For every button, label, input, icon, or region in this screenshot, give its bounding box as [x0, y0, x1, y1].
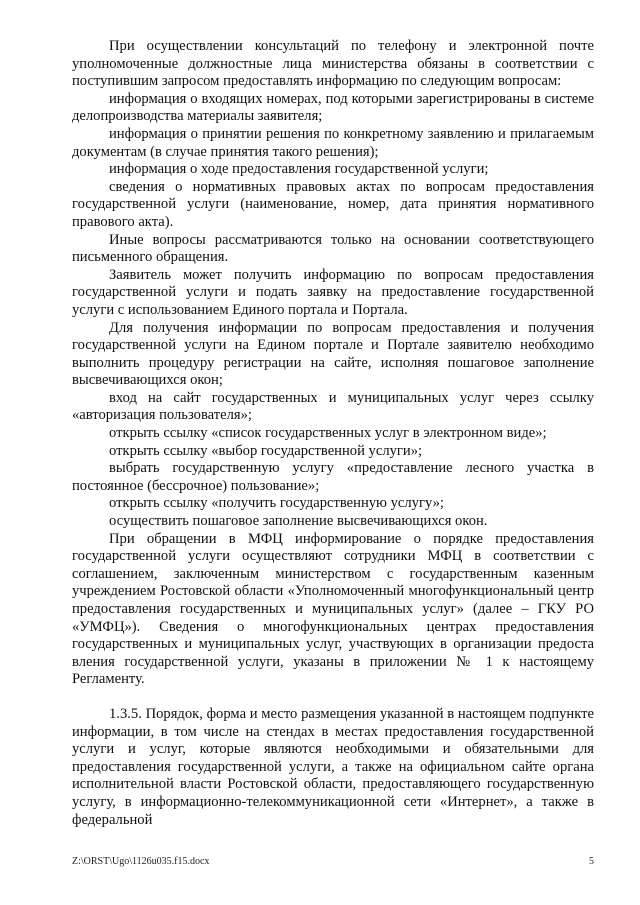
paragraph: При осуществлении консультаций по телефону и электронной почте уполномоченные должностные лица министерства обязаны в соответствии с поступившим запросом предоставлять информацию по следующим вопросам:	[72, 38, 594, 90]
paragraph: При обращении в МФЦ информирование о порядке предоставления государственной услуги осуществляют сотрудники МФЦ в соответствии с соглашением, заключенным министерством с государственным казенным учреждением Ростовской области «Уполномоченный многофункциональный центр предоставления государственных и муниципальных услуг» (далее – ГКУ РО «УМФЦ»). Сведения о многофункциональных центрах предоставления государственных и муниципальных услуг, участвующих в организации предоста вления государственной услуги, указаны в приложении № 1 к настоящему Регламенту.	[72, 530, 594, 688]
paragraph: Иные вопросы рассматриваются только на основании соответствующего письменного обращения.	[72, 231, 594, 266]
paragraph: информация о принятии решения по конкретному заявлению и прилагаемым документам (в случае принятия такого решения);	[72, 125, 594, 160]
paragraph: открыть ссылку «список государственных услуг в электронном виде»;	[109, 425, 547, 442]
paragraph: Заявитель может получить информацию по вопросам предоставления государственной услуги и подать заявку на предоставление государственной услуги с использованием Единого портала и Портала.	[72, 266, 594, 318]
page-number: 5	[589, 856, 594, 867]
paragraph: сведения о нормативных правовых актах по вопросам предоставления государственной услуги (наименование, номер, дата принятия нормативного правового акта).	[72, 178, 594, 230]
paragraph: вход на сайт государственных и муниципальных услуг через ссылку «авторизация пользователя»;	[72, 389, 594, 424]
paragraph: осуществить пошаговое заполнение высвечивающихся окон.	[109, 513, 488, 530]
section-paragraph: 1.3.5. Порядок, форма и место размещения указанной в настоящем подпункте информации, в том числе на стендах в местах предоставления государственной услуги и услуг, которые являются необходимыми и обязательными для предоставления государственной услуги, а также на официальном сайте органа исполнительной власти Ростовской области, предоставляющего государственную услугу, в информационно-телекоммуникационной сети «Интернет», а также в федеральной	[72, 705, 594, 828]
paragraph: информация о входящих номерах, под которыми зарегистрированы в системе делопроизводства материалы заявителя;	[72, 90, 594, 125]
paragraph: выбрать государственную услугу «предоставление лесного участка в постоянное (бессрочное) пользование»;	[72, 460, 594, 494]
file-path: Z:\ORST\Ugo\1126u035.f15.docx	[72, 856, 210, 867]
paragraph: информация о ходе предоставления государственной услуги;	[109, 161, 489, 178]
paragraph: открыть ссылку «выбор государственной услуги»;	[109, 442, 423, 459]
paragraph: открыть ссылку «получить государственную услугу»;	[109, 495, 444, 512]
document-body	[72, 38, 594, 829]
paragraph: Для получения информации по вопросам предоставления и получения государственной услуги на Едином портале и Портале заявителю необходимо выполнить процедуру регистрации на сайте, исполняя пошаговое заполнение высвечивающихся окон;	[72, 319, 594, 389]
